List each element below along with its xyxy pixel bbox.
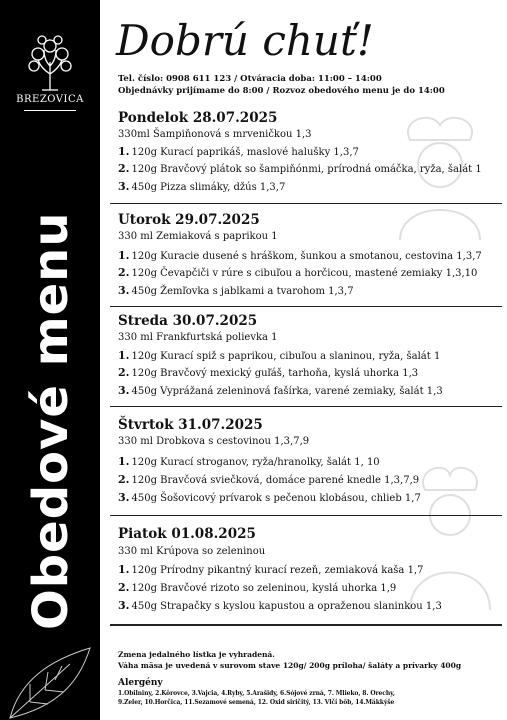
section-divider	[110, 306, 502, 307]
brand-underline	[24, 110, 76, 111]
meal-number: 1.	[118, 145, 130, 158]
leaf-decoration-icon	[0, 640, 100, 720]
meal-text: 120g Kurací paprikáš, maslové halušky 1,3,7	[131, 147, 359, 158]
meal-line	[118, 145, 359, 158]
contact-info: Tel. číslo: 0908 611 123 / Otváracia doba: 11:00 – 14:00	[118, 74, 382, 84]
meal-number: 1.	[118, 563, 130, 576]
footer-divider	[110, 624, 502, 626]
meal-line	[118, 455, 380, 468]
page-title: Dobrú chuť!	[116, 16, 374, 65]
meal-number: 2.	[118, 581, 130, 594]
meal-line	[118, 366, 418, 379]
soup-line: 330ml Šampiňonová s mrveničkou 1,3	[118, 129, 312, 140]
meal-line	[118, 384, 443, 397]
meal-text: 450g Pizza slimáky, džús 1,3,7	[131, 182, 286, 193]
section-divider	[110, 203, 502, 204]
meal-text: 120g Čevapčiči v rúre s cibuľou a horčicou, mastené zemiaky 1,3,10	[131, 268, 478, 279]
meal-text: 120g Prírodny pikantný kurací rezeň, zemiaková kaša 1,7	[131, 565, 424, 576]
meal-line	[118, 284, 354, 297]
section-divider	[110, 406, 502, 407]
meal-line	[118, 563, 423, 576]
meal-number: 1.	[118, 249, 130, 262]
day-title: Pondelok 28.07.2025	[118, 110, 278, 126]
order-info: Objednávky prijímame do 8:00 / Rozvoz obedového menu je do 14:00	[118, 86, 445, 96]
meal-number: 3.	[118, 384, 130, 397]
meal-line	[118, 581, 396, 594]
menu-content	[100, 0, 507, 720]
day-title: Piatok 01.08.2025	[118, 526, 256, 542]
meal-line	[118, 266, 477, 279]
meal-number: 2.	[118, 162, 130, 175]
allergens-list: 1.Obilniny, 2.Kôrovce, 3.Vajcia, 4.Ryby, 5.Arašidy, 6.Sójové zrná, 7. Mlieko, 8. Orechy,	[118, 690, 395, 697]
soup-line: 330 ml Krúpova so zeleninou	[118, 546, 266, 557]
meal-number: 1.	[118, 455, 130, 468]
meal-text: 120g Kurací stroganov, ryža/hranolky, šalát 1, 10	[131, 457, 380, 468]
brand-logo	[10, 32, 90, 122]
meal-text: 450g Vyprážaná zeleninová fašírka, varené zemiaky, šalát 1,3	[131, 386, 443, 397]
tree-icon	[26, 32, 74, 92]
meal-text: 450g Strapačky s kyslou kapustou a opraženou slaninkou 1,3	[131, 601, 442, 612]
soup-line: 330 ml Drobkova s cestovinou 1,3,7,9	[118, 436, 310, 447]
day-title: Štvrtok 31.07.2025	[118, 417, 263, 433]
meal-line	[118, 249, 482, 262]
meal-text: 120g Kurací spiž s paprikou, cibuľou a slaninou, ryža, šalát 1	[131, 351, 441, 362]
meal-number: 2.	[118, 366, 130, 379]
meal-text: 120g Bravčové rizoto so zeleninou, kyslá uhorka 1,9	[131, 583, 397, 594]
meal-text: 120g Bravčová sviečková, domáce parené knedle 1,3,7,9	[131, 475, 420, 486]
meal-text: 450g Šošovicový prívarok s pečenou klobásou, chlieb 1,7	[131, 493, 421, 504]
allergens-list: 9.Zeler, 10.Horčica, 11.Sezamové semená, 12. Oxid siričitý, 13. Vlčí bôb, 14.Mäkkýše	[118, 699, 395, 706]
meal-text: 450g Žemľovka s jablkami a tvarohom 1,3,7	[131, 286, 354, 297]
day-title: Utorok 29.07.2025	[118, 212, 260, 228]
day-title: Streda 30.07.2025	[118, 313, 258, 329]
meal-number: 3.	[118, 491, 130, 504]
meal-number: 3.	[118, 599, 130, 612]
section-divider	[110, 515, 502, 516]
meal-number: 2.	[118, 473, 130, 486]
meal-number: 3.	[118, 284, 130, 297]
meal-text: 120g Kuracie dusené s hráškom, šunkou a smotanou, cestovina 1,3,7	[131, 251, 482, 262]
meal-line	[118, 491, 421, 504]
soup-line: 330 ml Frankfurtská polievka 1	[118, 332, 278, 343]
footer-weight-note: Váha mäsa je uvedená v surovom stave 120g/ 200g príloha/ šaláty a prívarky 400g	[118, 661, 462, 670]
brand-name: BREZOVICA	[16, 94, 84, 105]
meal-text: 120g Bravčový mexický guľáš, tarhoňa, kyslá uhorka 1,3	[131, 368, 419, 379]
meal-number: 1.	[118, 349, 130, 362]
meal-number: 3.	[118, 180, 130, 193]
footer-note: Zmena jedalného lístka je vyhradená.	[118, 650, 275, 659]
meal-number: 2.	[118, 266, 130, 279]
meal-text: 120g Bravčový plátok so šampiňónmi, prírodná omáčka, ryža, šalát 1	[131, 164, 482, 175]
soup-line: 330 ml Zemiaková s paprikou 1	[118, 231, 278, 242]
meal-line	[118, 599, 442, 612]
allergens-title: Alergény	[118, 678, 163, 688]
meal-line	[118, 180, 285, 193]
meal-line	[118, 349, 440, 362]
meal-line	[118, 162, 482, 175]
meal-line	[118, 473, 419, 486]
sidebar-title: Obedové menu	[23, 211, 79, 630]
sidebar	[0, 0, 100, 720]
